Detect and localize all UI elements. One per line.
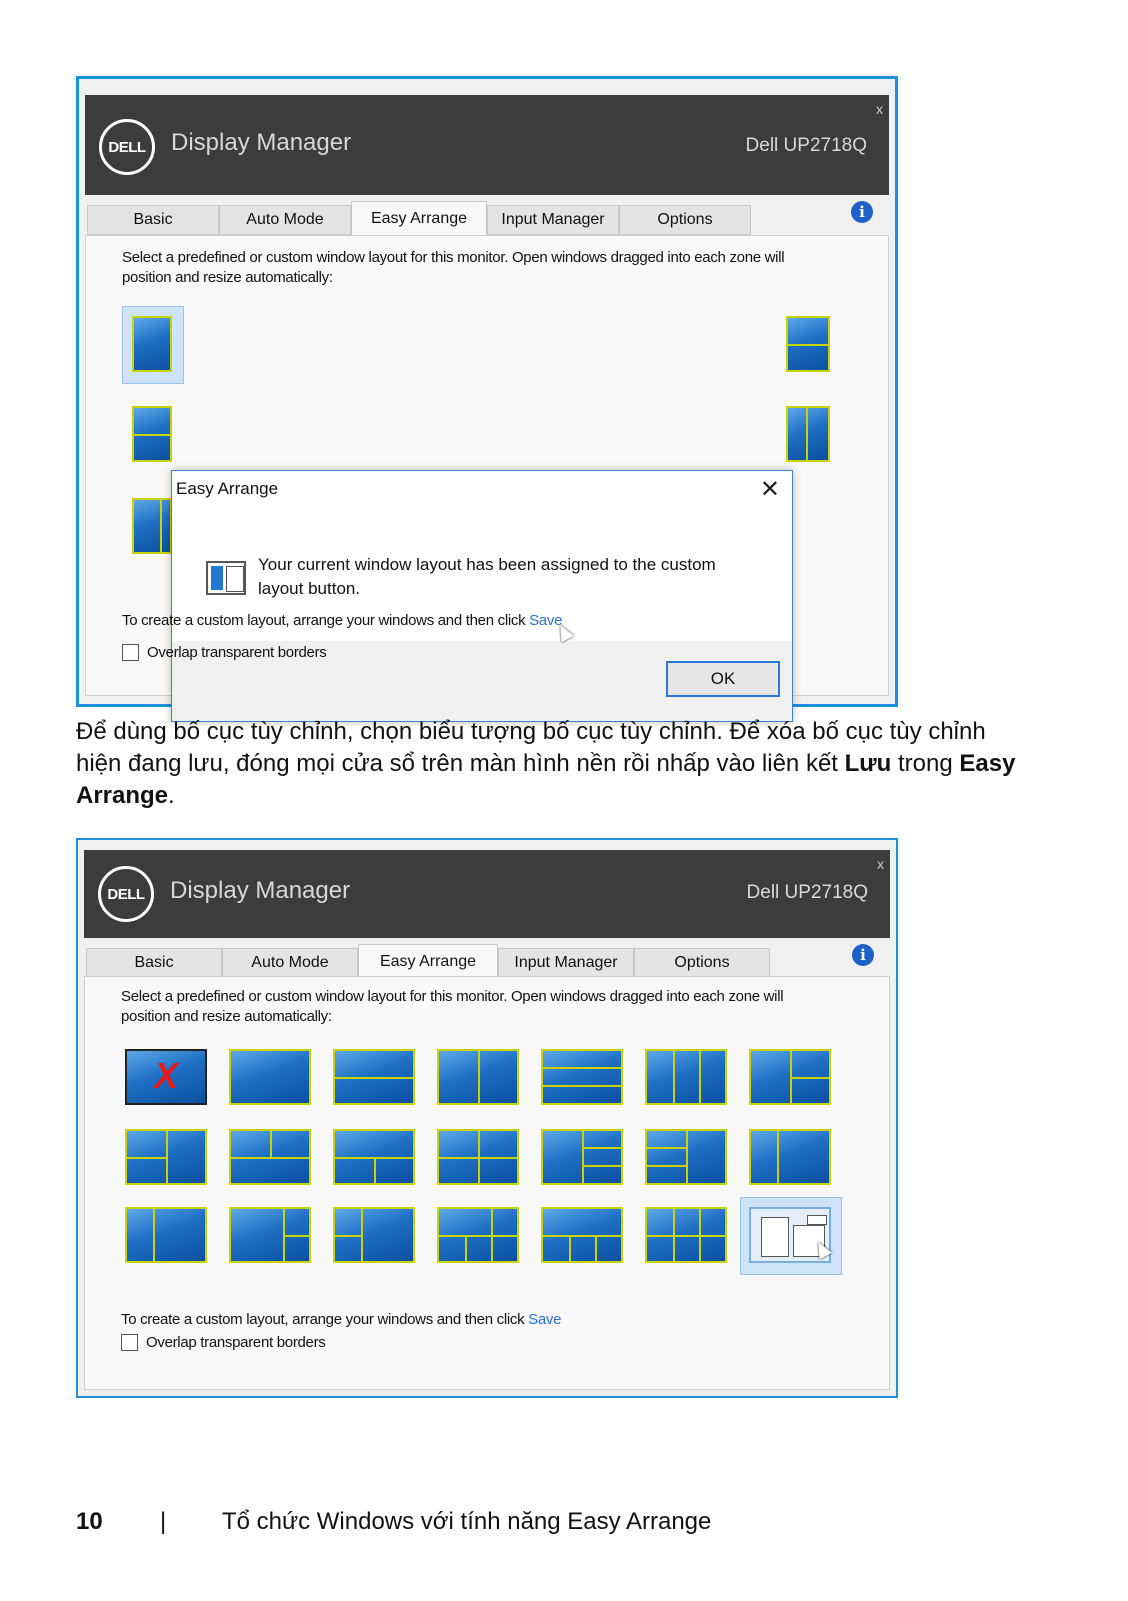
- layout-thumbnail[interactable]: [749, 1129, 831, 1185]
- app-title: Display Manager: [171, 129, 352, 156]
- tab-auto-mode[interactable]: Auto Mode: [222, 948, 358, 978]
- dialog-title: Easy Arrange: [176, 479, 279, 498]
- x-mark-icon: X: [153, 1055, 178, 1096]
- save-link[interactable]: Save: [528, 1311, 562, 1328]
- overlap-option[interactable]: [122, 644, 327, 661]
- overlap-label: Overlap transparent borders: [146, 1334, 326, 1351]
- layout-description: Select a predefined or custom window layout for this monitor. Open windows dragged into each zone will position and resize automatically:: [121, 988, 784, 1025]
- info-icon[interactable]: i: [852, 944, 874, 966]
- layout-thumbnail[interactable]: [541, 1129, 623, 1185]
- layout-thumbnail[interactable]: [645, 1129, 727, 1185]
- screenshot-dialog: [76, 76, 898, 707]
- tab-options[interactable]: Options: [619, 205, 751, 235]
- save-prefix: To create a custom layout, arrange your windows and then click: [122, 612, 526, 629]
- tab-options[interactable]: Options: [634, 948, 770, 978]
- footer-separator: |: [160, 1508, 167, 1535]
- layout-thumbnail-none[interactable]: [125, 1049, 207, 1105]
- info-icon[interactable]: i: [851, 201, 873, 223]
- caption-text: Để dùng bố cục tùy chỉnh, chọn biểu tượng bố cục tùy chỉnh. Để xóa bố cục tùy chỉnh hiện đang lưu, đóng mọi cửa sổ trên màn hình nền rồi nhấp vào liên kết: [76, 718, 986, 777]
- layout-thumbnail[interactable]: [541, 1207, 623, 1263]
- layout-thumbnail[interactable]: [229, 1207, 311, 1263]
- tab-input-manager[interactable]: Input Manager: [498, 948, 634, 978]
- layout-thumbnail[interactable]: [437, 1129, 519, 1185]
- layout-thumbnail[interactable]: [132, 316, 172, 372]
- tab-auto-mode[interactable]: Auto Mode: [219, 205, 351, 235]
- title-bar: [84, 850, 890, 938]
- layout-thumbnail[interactable]: [645, 1207, 727, 1263]
- layout-thumbnail[interactable]: [333, 1049, 415, 1105]
- page-number: 10: [76, 1508, 103, 1535]
- overlap-checkbox[interactable]: [122, 644, 139, 661]
- save-instruction: [122, 612, 562, 629]
- tab-basic[interactable]: Basic: [87, 205, 219, 235]
- overlap-option[interactable]: [121, 1334, 326, 1351]
- caption-text: trong: [891, 750, 960, 777]
- layout-thumbnail[interactable]: [645, 1049, 727, 1105]
- caption-text: .: [168, 782, 175, 809]
- tab-bar: [86, 944, 766, 976]
- easy-arrange-panel: [84, 976, 890, 1390]
- caption-bold-easy-arrange: Easy Arrange: [76, 750, 1016, 809]
- monitor-model: Dell UP2718Q: [745, 135, 867, 156]
- layout-thumbnail[interactable]: [229, 1049, 311, 1105]
- layout-thumbnail[interactable]: [333, 1129, 415, 1185]
- layout-thumbnail[interactable]: [786, 316, 830, 372]
- ok-button[interactable]: OK: [666, 661, 780, 697]
- overlap-checkbox[interactable]: [121, 1334, 138, 1351]
- easy-arrange-panel: [85, 235, 889, 696]
- caption-bold-save: Lưu: [844, 750, 892, 777]
- caption-paragraph: [76, 716, 1036, 812]
- layout-description: Select a predefined or custom window layout for this monitor. Open windows dragged into each zone will position and resize automatically:: [122, 249, 785, 286]
- window-close-icon[interactable]: x: [877, 856, 884, 872]
- layout-thumbnail[interactable]: [541, 1049, 623, 1105]
- window-close-icon[interactable]: x: [876, 101, 883, 117]
- layout-thumbnail[interactable]: [132, 406, 172, 462]
- dialog-message: Your current window layout has been assigned to the custom layout button.: [258, 555, 716, 598]
- layout-thumbnail[interactable]: [125, 1129, 207, 1185]
- tab-bar: [87, 201, 767, 235]
- save-link[interactable]: Save: [529, 612, 563, 629]
- overlap-label: Overlap transparent borders: [147, 644, 327, 661]
- dialog-close-icon[interactable]: ✕: [759, 476, 780, 503]
- save-prefix: To create a custom layout, arrange your windows and then click: [121, 1311, 525, 1328]
- tab-easy-arrange[interactable]: Easy Arrange: [358, 944, 498, 978]
- footer-title: Tổ chức Windows với tính năng Easy Arrange: [222, 1508, 712, 1535]
- tab-easy-arrange[interactable]: Easy Arrange: [351, 201, 487, 235]
- easy-arrange-dialog: [171, 470, 793, 722]
- tab-input-manager[interactable]: Input Manager: [487, 205, 619, 235]
- layout-thumbnail[interactable]: [437, 1207, 519, 1263]
- monitor-model: Dell UP2718Q: [746, 882, 868, 903]
- tab-basic[interactable]: Basic: [86, 948, 222, 978]
- layout-thumbnail[interactable]: [125, 1207, 207, 1263]
- layout-icon: [206, 561, 246, 595]
- app-title: Display Manager: [170, 877, 351, 904]
- layout-thumbnail[interactable]: [749, 1049, 831, 1105]
- title-bar: [85, 95, 889, 195]
- save-instruction: [121, 1311, 561, 1328]
- dell-logo: DELL: [99, 119, 155, 175]
- layout-thumbnail[interactable]: [333, 1207, 415, 1263]
- dell-logo: DELL: [98, 866, 154, 922]
- layout-thumbnail[interactable]: [437, 1049, 519, 1105]
- layout-thumbnail[interactable]: [132, 498, 172, 554]
- layout-thumbnail[interactable]: [786, 406, 830, 462]
- screenshot-layouts: [76, 838, 898, 1398]
- layout-thumbnail[interactable]: [229, 1129, 311, 1185]
